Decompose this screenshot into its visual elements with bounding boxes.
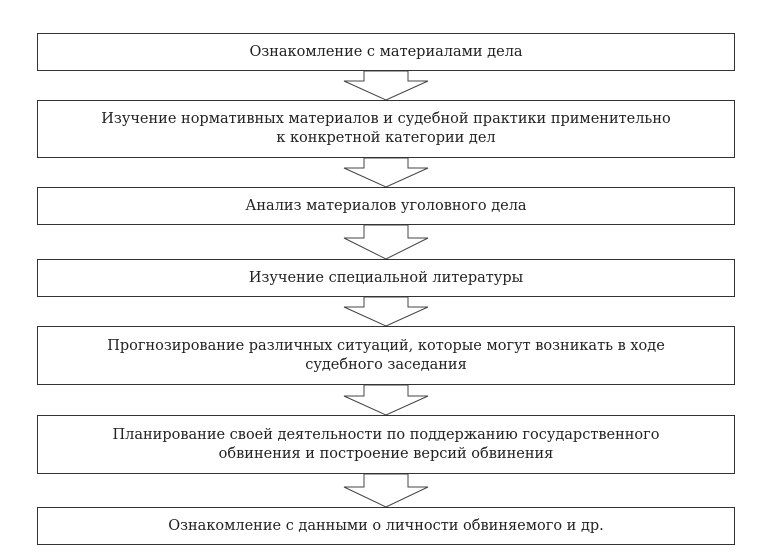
step-7-text: Ознакомление с данными о личности обвиняемого и др. <box>168 517 604 534</box>
arrow-down-6 <box>341 474 431 507</box>
arrow-down-5 <box>341 385 431 415</box>
step-4-box <box>37 259 735 297</box>
step-3-text: Анализ материалов уголовного дела <box>245 197 527 214</box>
step-6-box <box>37 415 735 474</box>
step-1-text: Ознакомление с материалами дела <box>249 43 523 60</box>
step-2-text: Изучение нормативных материалов и судебной практики применительно к конкретной категории дел <box>101 111 671 146</box>
step-1-box <box>37 33 735 71</box>
arrow-down-1 <box>341 71 431 100</box>
step-3-box <box>37 187 735 225</box>
step-6-text: Планирование своей деятельности по поддержанию государственного обвинения и построение версий обвинения <box>112 426 660 462</box>
step-5-box <box>37 326 735 385</box>
step-2-box <box>37 100 735 158</box>
step-4-text: Изучение специальной литературы <box>248 269 524 286</box>
arrow-down-2 <box>341 158 431 187</box>
arrow-down-4 <box>341 297 431 326</box>
step-7-box <box>37 507 735 545</box>
step-5-text: Прогнозирование различных ситуаций, которые могут возникать в ходе судебного заседания <box>107 337 665 373</box>
arrow-down-3 <box>341 225 431 259</box>
